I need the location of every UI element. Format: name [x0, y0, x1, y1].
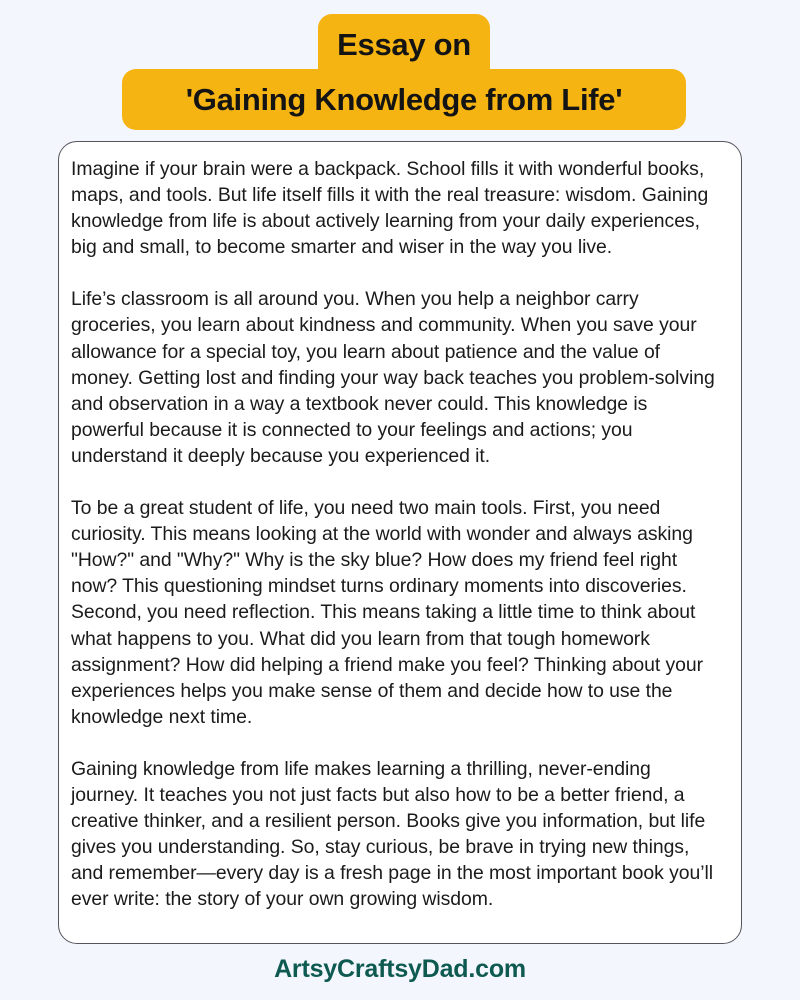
title-banner-bottom-label: 'Gaining Knowledge from Life' — [185, 82, 623, 117]
essay-paragraph: Gaining knowledge from life makes learning a thrilling, never-ending journey. It teaches you not just facts but also how to be a better friend, a creative thinker, and a resilient person. Books give you information, but life gives you understanding. So, stay curious, be brave in trying new things, and remember—every day is a fresh page in the most important book you’ll ever write: the story of your own growing wisdom. — [71, 757, 713, 911]
footer — [0, 955, 800, 984]
title-banner — [0, 0, 800, 132]
title-banner-top-label: Essay on — [337, 26, 471, 62]
essay-card — [58, 141, 742, 944]
essay-paragraph: To be a great student of life, you need two main tools. First, you need curiosity. This means looking at the world with wonder and always asking "How?" and "Why?" Why is the sky blue? How does my friend feel right now? This questioning mindset turns ordinary moments into discoveries. Second, you need reflection. This means taking a little time to think about what happens to you. What did you learn from that tough homework assignment? How did helping a friend make you feel? Thinking about your experiences helps you make sense of them and decide how to use the knowledge next time. — [71, 497, 704, 728]
title-banner-bottom — [122, 69, 686, 130]
essay-body — [71, 156, 719, 912]
essay-paragraph: Imagine if your brain were a backpack. School fills it with wonderful books, maps, and tools. But life itself fills it with the real treasure: wisdom. Gaining knowledge from life is about actively learning from your daily experiences, big and small, to become smarter and wiser in the way you live. — [71, 158, 709, 259]
essay-paragraph: Life’s classroom is all around you. When you help a neighbor carry groceries, you learn about kindness and community. When you save your allowance for a special toy, you learn about patience and the value of money. Getting lost and finding your way back teaches you problem-solving and observation in a way a textbook never could. This knowledge is powerful because it is connected to your feelings and actions; you understand it deeply because you experienced it. — [71, 288, 715, 467]
site-credit-label[interactable]: ArtsyCraftsyDad.com — [274, 955, 526, 983]
title-banner-top — [318, 14, 490, 76]
